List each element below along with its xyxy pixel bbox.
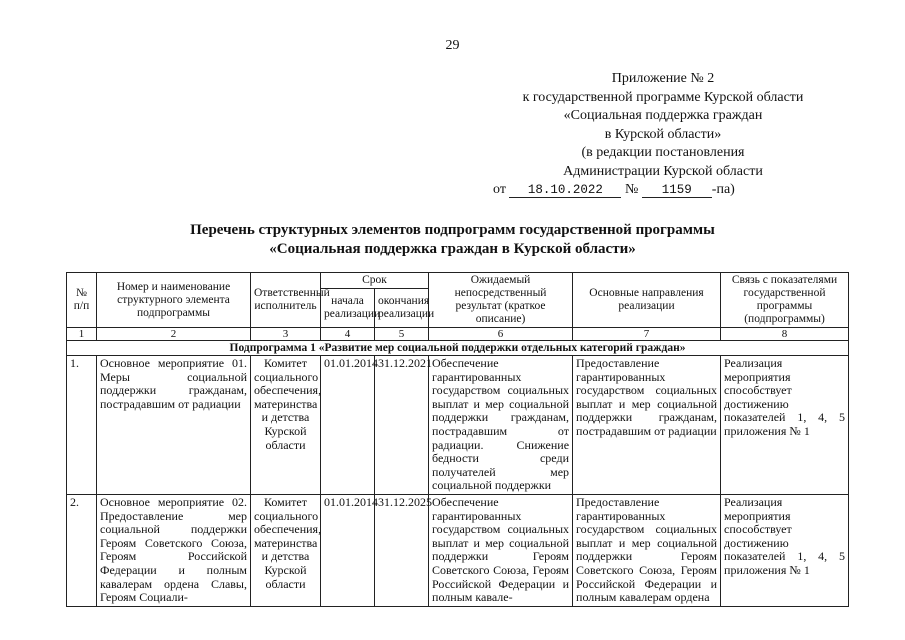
row-start: 01.01.2014 (321, 356, 375, 495)
row-name: Основное мероприятие 02. Предоставление мер социальной поддержки Героям Советского Союза, Героям Российской Федерации и полным кавалерам ордена Славы, Героям Социали- (97, 494, 251, 606)
page-number: 29 (445, 38, 460, 53)
row-end: 31.12.2025 (375, 494, 429, 606)
col-number: 8 (721, 328, 849, 341)
appendix-block (483, 70, 843, 200)
number-label: № (624, 182, 639, 197)
row-directions: Предоставление гарантированных государством социальных выплат и мер социальной поддержки Героям Советского Союза, Героям Российской Федерации и полным кавалерам ордена (573, 494, 721, 606)
appendix-date-line (483, 181, 843, 200)
appendix-line: к государственной программе Курской области (522, 89, 804, 105)
col-number: 7 (573, 328, 721, 341)
row-link: Реализация мероприятия способствует достижению показателей 1, 4, 5 приложения № 1 (721, 356, 849, 495)
document-title (0, 221, 905, 259)
appendix-line: (в редакции постановления (581, 145, 745, 160)
header-end: окончания реализации (375, 289, 429, 328)
header-name: Номер и наименование структурного элемента подпрограммы (97, 273, 251, 328)
header-directions: Основные направления реализации (573, 273, 721, 328)
header-start: начала реализации (321, 289, 375, 328)
col-number: 5 (375, 328, 429, 341)
col-number: 2 (97, 328, 251, 341)
col-number: 1 (67, 328, 97, 341)
subprogram-heading: Подпрограмма 1 «Развитие мер социальной поддержки отдельных категорий граждан» (67, 341, 849, 356)
col-number: 6 (429, 328, 573, 341)
from-label: от (493, 182, 506, 197)
decree-number: 1159 (642, 183, 712, 198)
col-number: 3 (251, 328, 321, 341)
row-result: Обеспечение гарантированных государством социальных выплат и мер социальной поддержки Героям Советского Союза, Героям Российской Федерации и полным кавале- (429, 494, 573, 606)
number-suffix: -па) (711, 182, 735, 197)
appendix-line: Приложение № 2 (611, 71, 715, 86)
row-start: 01.01.2014 (321, 494, 375, 606)
row-num: 2. (67, 494, 97, 606)
structural-elements-table (66, 272, 849, 607)
appendix-line: «Социальная поддержка граждан (563, 108, 763, 123)
header-result: Ожидаемый непосредственный результат (краткое описание) (429, 273, 573, 328)
row-responsible: Комитет социального обеспечения, материнства и детства Курской области (251, 494, 321, 606)
title-line-1: Перечень структурных элементов подпрограмм государственной программы (190, 222, 715, 238)
row-num: 1. (67, 356, 97, 495)
row-link: Реализация мероприятия способствует достижению показателей 1, 4, 5 приложения № 1 (721, 494, 849, 606)
header-responsible: Ответственный исполнитель (251, 273, 321, 328)
decree-date: 18.10.2022 (509, 183, 621, 198)
table-row (67, 356, 849, 495)
row-responsible: Комитет социального обеспечения, материнства и детства Курской области (251, 356, 321, 495)
title-line-2: «Социальная поддержка граждан в Курской области» (269, 241, 636, 257)
row-result: Обеспечение гарантированных государством социальных выплат и мер социальной поддержки гражданам, пострадавшим от радиации. Снижение бедности среди получателей мер социальной поддержки (429, 356, 573, 495)
appendix-line: Администрации Курской области (563, 163, 763, 179)
table-row (67, 494, 849, 606)
row-end: 31.12.2021 (375, 356, 429, 495)
col-number: 4 (321, 328, 375, 341)
header-term: Срок (321, 273, 429, 289)
appendix-line: в Курской области» (604, 126, 722, 142)
row-directions: Предоставление гарантированных государством социальных выплат и мер социальной поддержки гражданам, пострадавшим от радиации (573, 356, 721, 495)
header-num: № п/п (67, 273, 97, 328)
header-link: Связь с показателями государственной программы (подпрограммы) (721, 273, 849, 328)
row-name: Основное мероприятие 01. Меры социальной поддержки гражданам, пострадавшим от радиации (97, 356, 251, 495)
